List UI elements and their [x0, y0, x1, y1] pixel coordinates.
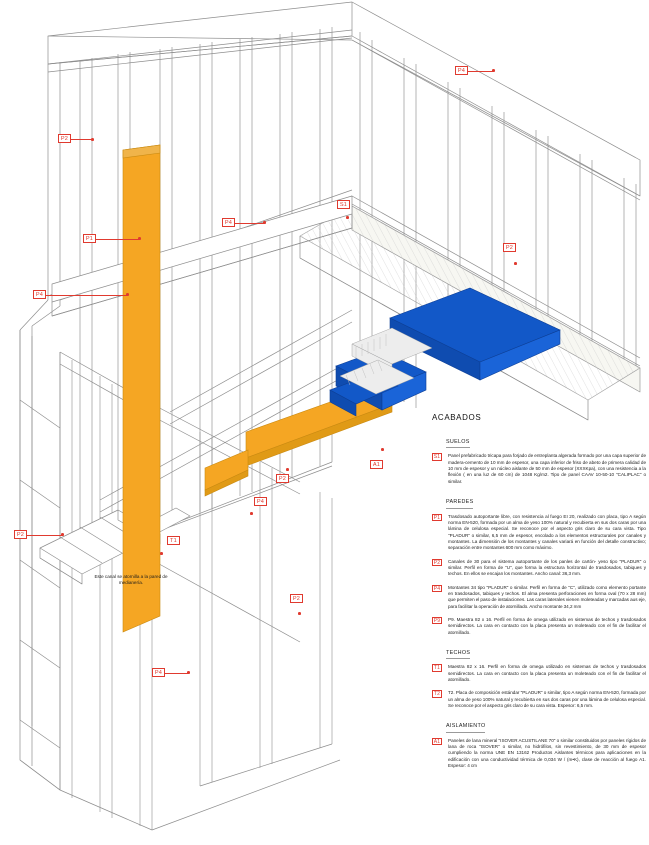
callout-tag-p4: P4: [222, 218, 235, 227]
leader-dot: [492, 69, 495, 72]
legend-entry-tag: P1: [433, 514, 441, 521]
callout-tag-s1: S1: [337, 200, 350, 209]
leader-line: [27, 535, 63, 536]
callout-tag-p2: P2: [14, 530, 27, 539]
leader-line: [235, 223, 265, 224]
leader-dot: [160, 552, 163, 555]
legend-entry-text: Paneles de lana mineral "ISOVER ACUSTILANE 70" o similar constituidos por paneles rígidos de lana de roca "ISOVER" o similar, no hidrófilos, sin revestimiento, de 30 mm de espesor cumpliendo la norma UNE EN 13162 Productos Aislantes térmicos para aplicaciones en la edificación con una conductividad térmica de 0,034 W / (m•K), clase de reacción al fuego A1. Espesor: 4 cm: [448, 737, 646, 769]
leader-line: [71, 139, 93, 140]
callout-tag-p4: P4: [33, 290, 46, 299]
leader-dot: [138, 237, 141, 240]
callout-tag-t1: T1: [167, 536, 180, 545]
leader-dot: [187, 671, 190, 674]
leader-line: [468, 71, 494, 72]
legend-entry-tag: T1: [433, 665, 441, 672]
legend-entry: [432, 559, 646, 578]
callout-tag-p2: P2: [58, 134, 71, 143]
leader-line: [165, 673, 189, 674]
legend-section-heading: SUELOS: [446, 439, 470, 448]
leader-dot: [381, 448, 384, 451]
legend-entry-tag: A1: [433, 738, 441, 745]
leader-dot: [514, 262, 517, 265]
leader-dot: [346, 216, 349, 219]
leader-dot: [126, 293, 129, 296]
legend-entry-text: P9. Maestra 82 x 16. Perfil en forma de omega utilizado en sistemas de techos y trasdosados semidirectos. La cara en contacto con la placa presenta un moleteado con el fin de facilitar el atornillado.: [448, 616, 646, 635]
leader-dot: [91, 138, 94, 141]
legend-section-heading: TECHOS: [446, 650, 470, 659]
leader-dot: [298, 612, 301, 615]
legend-entry-tag: S1: [433, 454, 441, 461]
legend-entry-tag: P9: [433, 617, 441, 624]
callout-tag-p4: P4: [455, 66, 468, 75]
legend-body: [432, 432, 646, 769]
acabados-legend: [432, 412, 646, 837]
leader-dot: [61, 533, 64, 536]
callout-tag-p2: P2: [290, 594, 303, 603]
legend-entry: [432, 738, 646, 770]
legend-entry: [432, 453, 646, 485]
legend-entry-text: T2. Placa de composición estándar "PLADUR" o similar, tipo A según norma EN-520, formada por un alma de yeso 100% natural y recubierta en sus dos caras por una lámina de celulosa especial. Se reconoce por el aspecto gris claro de su cara vista. Espesor: 6,5 mm.: [448, 690, 646, 708]
legend-entry: [432, 585, 646, 610]
legend-section-heading: PAREDES: [446, 499, 473, 508]
legend-entry: [432, 664, 646, 683]
legend-entry-text: Trasdosado autoportante libre, con resistencia al fuego EI 20, realizado con placa, tipo A según norma EN-520, formada por un alma de yeso 100% natural y recubierta en sus dos caras por una lámina de celulosa especial. Se reconoce por el aspecto gris claro de su cara vista. Tipo "PLADUR" o similar, 6,5 mm de espesor, encolado a los elementos estructurales por canales y montantes. La dimensión de los montantes y canales variará en función del detalle constructivo; separación entre montantes 600 mm como máximo.: [448, 513, 646, 551]
legend-entry-tag: P2: [433, 559, 441, 566]
callout-tag-a1: A1: [370, 460, 383, 469]
legend-entry: [432, 690, 646, 709]
callout-tag-p2: P2: [276, 474, 289, 483]
wall-channel-note: Este canal se atornilla a la pared de medianería.: [94, 574, 168, 586]
legend-entry-text: Maestra 82 x 16. Perfil en forma de omega utilizado en sistemas de techos y trasdosados semidirectos. La cara en contacto con la placa presenta un moleteado con el fin de facilitar el atornillado.: [448, 664, 646, 682]
legend-entry-tag: T2: [433, 691, 441, 698]
leader-dot: [263, 221, 266, 224]
callout-tag-p4: P4: [152, 668, 165, 677]
legend-entry-text: Panel prefabricado tricapa para forjado de entreplanta algerada formado por una capa superior de madera-cemento de 10 mm de espesor, una capa inferior de friso de abeto de primera calidad de 10 mm de espesor y un núcleo aislante de 50 mm de espesor (XXXKpa), con una resistencia a la flexión ( en una luz de 60 cm) de 1048 Kg/m2. Tipo de panel CAAV 10-50-10 "CALIPLAC" o similar.: [448, 453, 646, 484]
legend-entry-text: Canales de 30 para el sistema autoportante de los panles de cartón- yeso tipo "PLADUR" o similar. Perfil en forma de "U", que forma la estructura horizontal de trasdosados, tabiques y techos. En ellos se encajan los montantes. Ancho canal: 36,3 mm.: [448, 558, 646, 577]
callout-tag-p4: P4: [254, 497, 267, 506]
callout-tag-p1: P1: [83, 234, 96, 243]
legend-entry: [432, 514, 646, 552]
leader-dot: [250, 512, 253, 515]
legend-entry: [432, 617, 646, 636]
leader-dot: [286, 468, 289, 471]
legend-entry-text: Montantes 34 tipo "PLADUR" o similar. Perfil en forma de "C", utilizado como elemento portante en trasdosados, tabiques y techos. El alma presenta perforaciones en forma oval (70 x 28 mm) que permiten el paso de instalaciones. Las caras laterales vienen moleteadas y marcadas aus eje, para facilitar la operación de atornillado. Ancho montante 34,2 mm: [448, 584, 646, 609]
leader-line: [96, 239, 140, 240]
callout-tag-p2: P2: [503, 243, 516, 252]
legend-title: ACABADOS: [432, 413, 482, 422]
leader-line: [46, 295, 128, 296]
legend-entry-tag: P4: [433, 585, 441, 592]
legend-section-heading: AISLAMIENTO: [446, 723, 485, 732]
